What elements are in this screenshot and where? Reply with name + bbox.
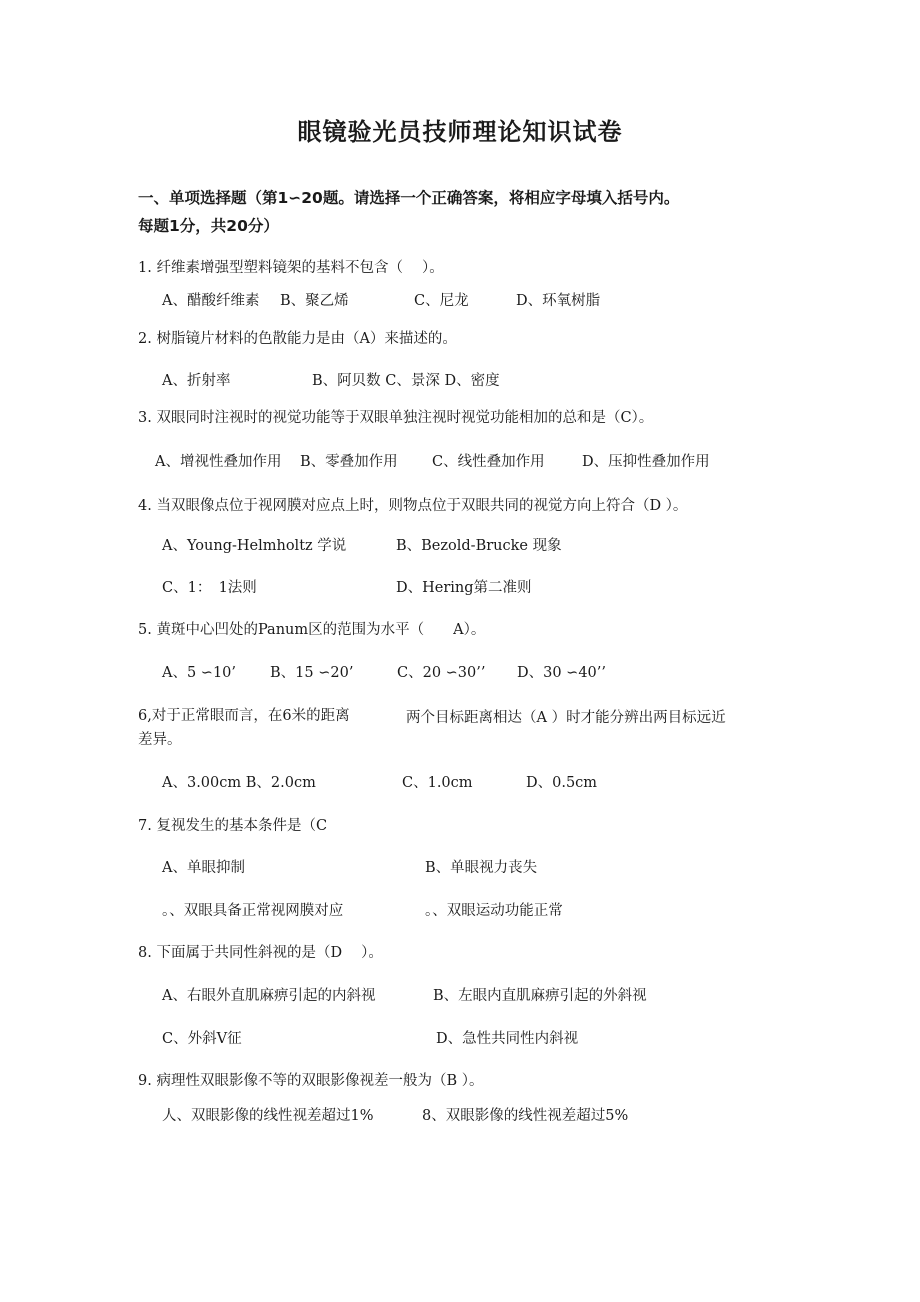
- option-3a: A、增视性叠加作用: [155, 454, 282, 470]
- option-1a: A、醋酸纤维素: [162, 293, 260, 309]
- option-8d: D、急性共同性内斜视: [436, 1031, 579, 1047]
- question-number: 4.: [138, 498, 152, 514]
- question-text: 双眼同时注视时的视觉功能等于双眼单独注视时视觉功能相加的总和是（C）。: [156, 410, 654, 426]
- question-text: 黄斑中心凹处的Panum区的范围为水平（ A）。: [156, 622, 486, 638]
- option-2b: B、阿贝数 C、景深 D、密度: [312, 373, 500, 389]
- option-7c: 。、双眼具备正常视网膜对应: [162, 903, 344, 919]
- exam-title: 眼镜验光员技师理论知识试卷: [297, 118, 623, 146]
- option-7a: A、单眼抑制: [162, 860, 245, 876]
- question-9: [138, 1071, 483, 1091]
- option-8b: B、左眼内直肌麻痹引起的外斜视: [433, 988, 647, 1004]
- question-3: [138, 408, 653, 428]
- option-4c: C、1： 1法则: [162, 580, 257, 596]
- option-7d: 。、双眼运动功能正常: [425, 903, 563, 919]
- question-number: 1.: [138, 260, 152, 276]
- option-6c: C、1.0cm: [402, 775, 473, 791]
- section-heading-line-2: 每题1分，共20分）: [138, 217, 279, 235]
- question-2: [138, 329, 457, 349]
- option-2a: A、折射率: [162, 373, 231, 389]
- question-number: 6,: [138, 708, 152, 724]
- option-7b: B、单眼视力丧失: [425, 860, 538, 876]
- option-4d: D、Hering第二准则: [396, 580, 532, 596]
- option-5b: B、15 ∽20’: [270, 665, 354, 681]
- question-text: 病理性双眼影像不等的双眼影像视差一般为（B ）。: [156, 1073, 484, 1089]
- question-text: 当双眼像点位于视网膜对应点上时，则物点位于双眼共同的视觉方向上符合（D ）。: [156, 498, 688, 514]
- option-5c: C、20 ∽30’’: [397, 665, 486, 681]
- question-1: [138, 258, 444, 278]
- option-1c: C、尼龙: [414, 293, 469, 309]
- question-text: 下面属于共同性斜视的是（D ）。: [156, 945, 383, 961]
- question-text: 纤维素增强型塑料镜架的基料不包含（ ）。: [156, 260, 444, 276]
- option-9b: 8、双眼影像的线性视差超过5%: [422, 1108, 629, 1124]
- option-1b: B、聚乙烯: [280, 293, 349, 309]
- question-8: [138, 943, 383, 963]
- question-number: 8.: [138, 945, 152, 961]
- option-6d: D、0.5cm: [526, 775, 598, 791]
- question-7: [138, 816, 327, 836]
- question-number: 3.: [138, 410, 152, 426]
- question-4: [138, 496, 687, 516]
- question-number: 7.: [138, 818, 152, 834]
- option-5d: D、30 ∽40’’: [517, 665, 607, 681]
- question-6: [138, 706, 350, 726]
- question-number: 5.: [138, 622, 152, 638]
- question-6-continuation: 两个目标距离相达（A ）时才能分辨出两目标远近: [406, 710, 726, 726]
- question-5: [138, 620, 485, 640]
- option-3d: D、压抑性叠加作用: [582, 454, 710, 470]
- option-8c: C、外斜V征: [162, 1031, 242, 1047]
- section-heading-line-1: 一、单项选择题（第1∽20题。请选择一个正确答案，将相应字母填入括号内。: [138, 189, 680, 207]
- option-8a: A、右眼外直肌麻痹引起的内斜视: [162, 988, 376, 1004]
- question-text: 复视发生的基本条件是（C: [156, 818, 328, 834]
- section-heading: [138, 184, 798, 240]
- question-6-wrap: 差异。: [138, 732, 182, 748]
- question-text-part-1: 对于正常眼而言，在6米的距离: [151, 708, 350, 724]
- option-3c: C、线性叠加作用: [432, 454, 545, 470]
- option-4a: A、Young-Helmholtz 学说: [162, 538, 347, 554]
- option-3b: B、零叠加作用: [300, 454, 398, 470]
- option-5a: A、5 ∽10’: [162, 665, 237, 681]
- question-text: 树脂镜片材料的色散能力是由（A）来描述的。: [156, 331, 457, 347]
- option-9a: 人、双眼影像的线性视差超过1%: [162, 1108, 374, 1124]
- option-1d: D、环氧树脂: [516, 293, 601, 309]
- option-6ab: A、3.00cm B、2.0cm: [162, 775, 316, 791]
- option-4b: B、Bezold-Brucke 现象: [396, 538, 562, 554]
- question-number: 9.: [138, 1073, 152, 1089]
- question-number: 2.: [138, 331, 152, 347]
